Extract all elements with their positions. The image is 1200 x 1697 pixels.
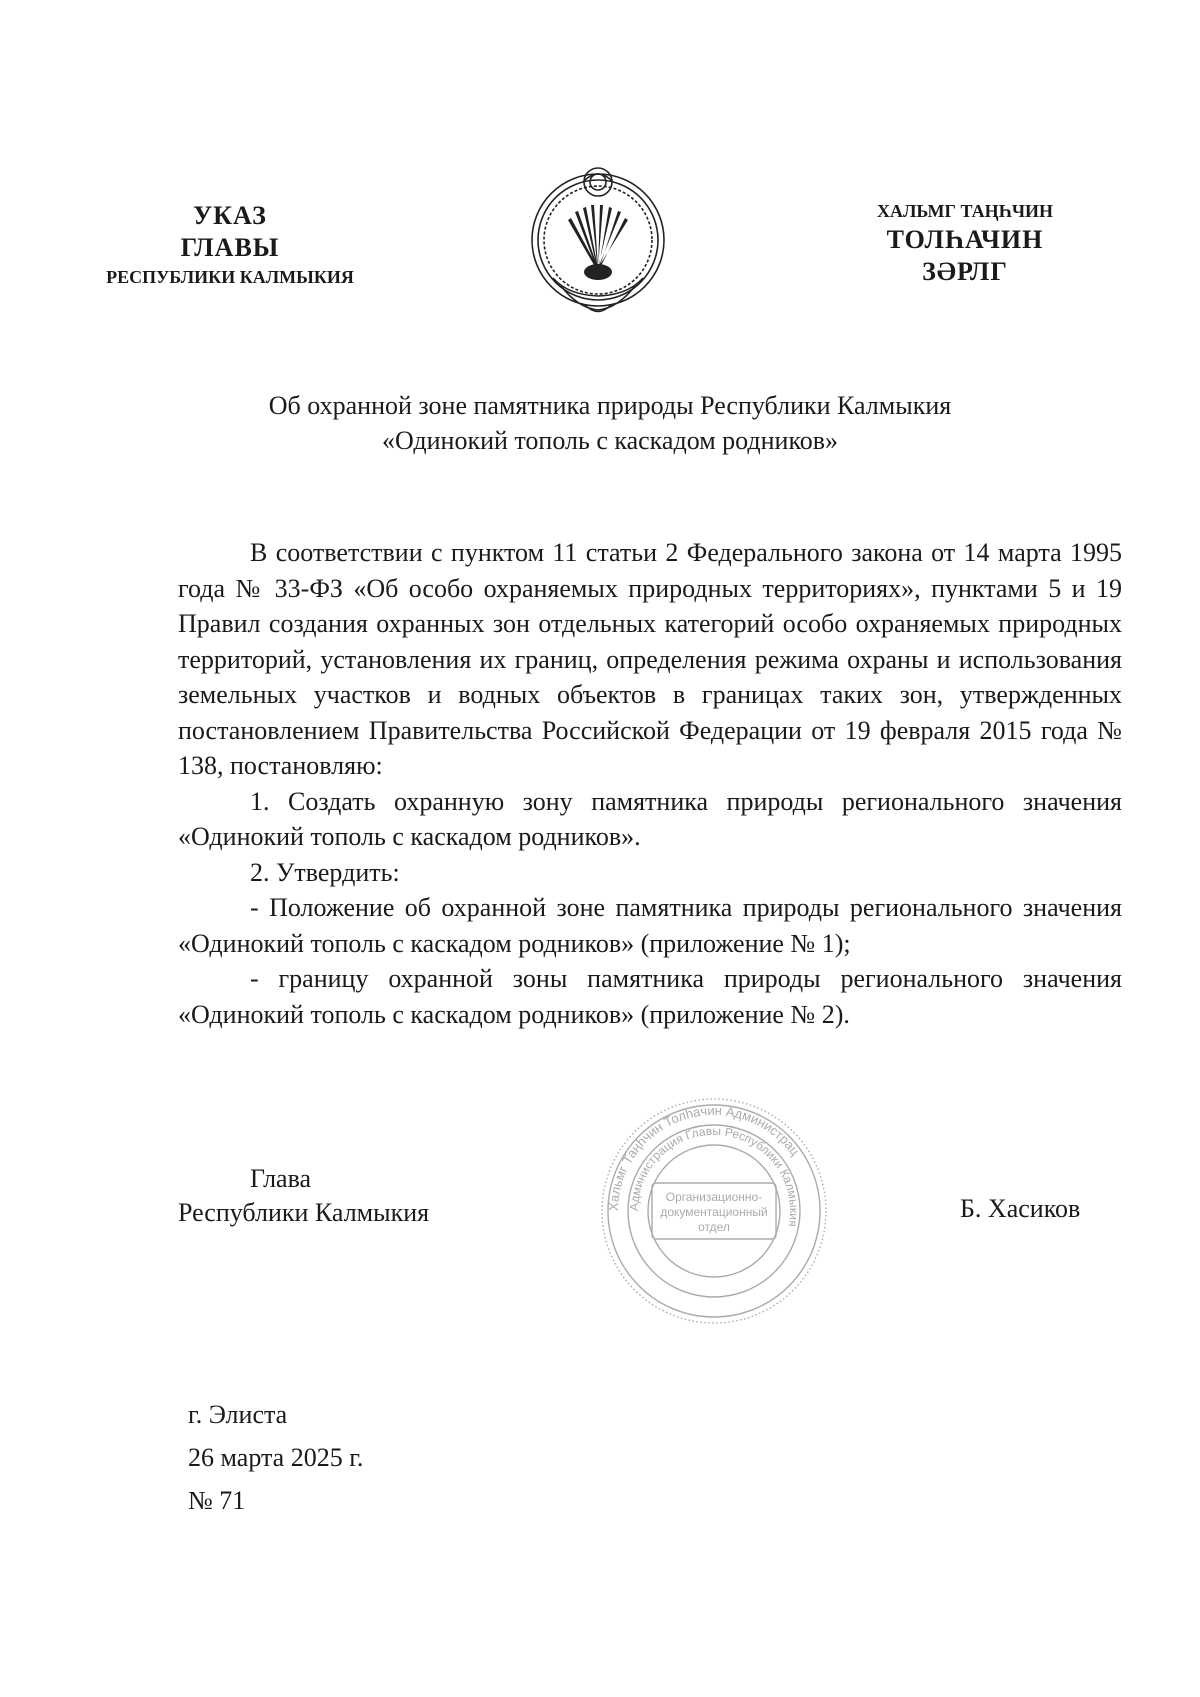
decree-title [180,388,1040,458]
signatory-role-line1: Глава [250,1164,312,1193]
header-right-line1: ХАЛЬМГ ТАҢҺЧИН [876,201,1054,221]
signatory-role-line2: Республики Калмыкия [178,1198,430,1227]
decree-city: г. Элиста [188,1400,288,1429]
official-seal-icon [598,1095,830,1327]
stamp-center-line3: отдел [698,1220,730,1234]
decree-date: 26 марта 2025 г. [188,1443,364,1472]
preamble-paragraph: В соответствии с пунктом 11 статьи 2 Федерального закона от 14 марта 1995 года № 33-ФЗ «Об особо охраняемых природных территориях», пунктами 5 и 19 Правил создания охранных зон отдельных категорий особо охраняемых природных территорий, установления их границ, определения режима охраны и использования земельных участков и водных объектов в границах таких зон, утвержденных постановлением Правительства Российской Федерации от 19 февраля 2015 года № 138, постановляю: [178,538,1122,780]
header-right-line2: ТОЛҺАЧИН [886,225,1044,254]
decree-number: № 71 [188,1486,246,1515]
header-left-line1: УКАЗ [193,201,267,230]
header-left-line2: ГЛАВЫ [180,233,280,262]
signatory-role [178,1162,429,1230]
stamp-inner-text: Администрация Главы Республики Калмыкия [626,1123,802,1228]
signatory-name: Б. Хасиков [960,1194,1081,1223]
stamp-outer-text: Хальмг Таңһчин Толһачин Администрац [605,1102,803,1212]
item-2-paragraph: 2. Утвердить: [250,857,400,887]
item-1-paragraph: 1. Создать охранную зону памятника природы регионального значения «Одинокий тополь с каскадом родников». [178,786,1122,851]
coat-of-arms-kalmykia-icon [523,160,673,320]
stamp-center-line2: документационный [660,1205,768,1219]
header-right [830,198,1100,288]
item-2a-paragraph: - Положение об охранной зоне памятника природы регионального значения «Одинокий тополь с каскадом родников» (приложение № 1); [178,893,1122,958]
item-2b-paragraph: - границу охранной зоны памятника природы регионального значения «Одинокий тополь с каскадом родников» (приложение № 2). [178,964,1122,1029]
decree-title-line1: Об охранной зоне памятника природы Республики Калмыкия [268,391,952,420]
stamp-center-line1: Организационно- [665,1190,763,1204]
decree-body [178,535,1122,1032]
header-left [80,200,380,290]
header-right-line3: ЗӘРЛГ [922,257,1008,286]
header-left-line3: РЕСПУБЛИКИ КАЛМЫКИЯ [106,267,354,287]
decree-title-line2: «Одинокий тополь с каскадом родников» [381,426,839,455]
